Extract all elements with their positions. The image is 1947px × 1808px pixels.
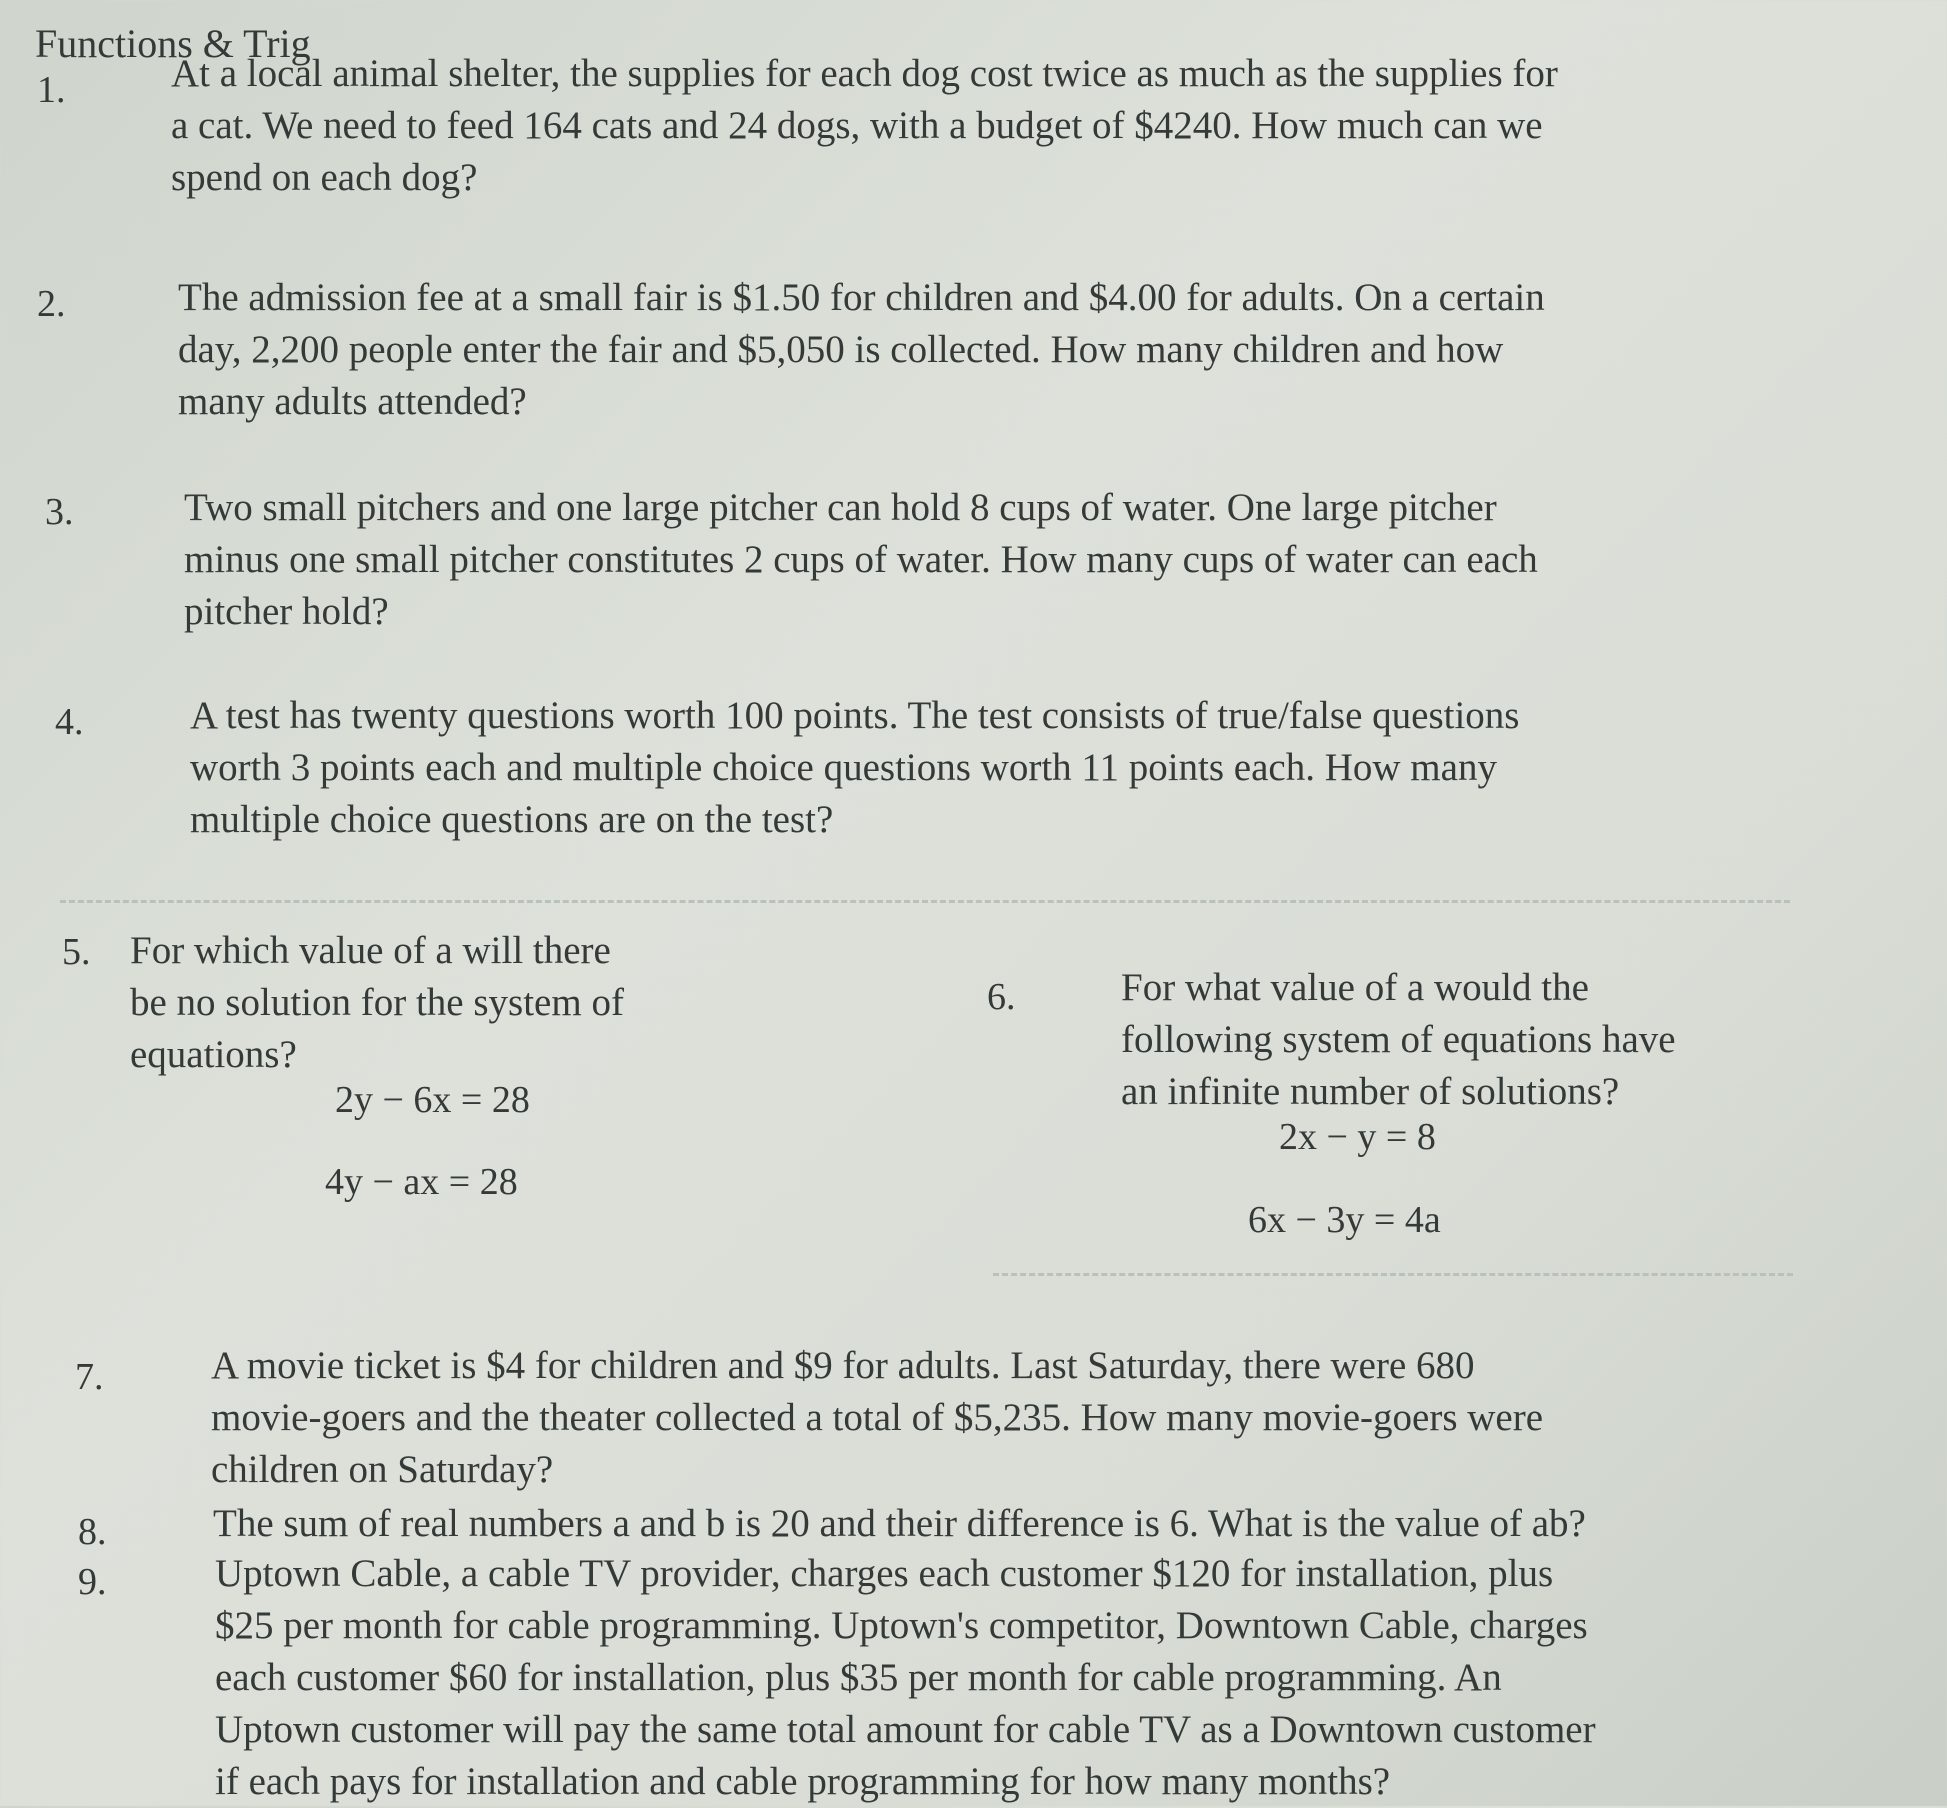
question-1-text	[171, 48, 1558, 204]
text-line: At a local animal shelter, the supplies for each dog cost twice as much as the supplies for	[171, 52, 1558, 95]
text-line: For what value of a would the	[1121, 966, 1589, 1009]
question-8-text	[213, 1498, 1586, 1550]
text-line: pitcher hold?	[184, 590, 389, 633]
text-line: Uptown customer will pay the same total amount for cable TV as a Downtown customer	[215, 1708, 1596, 1751]
text-line: day, 2,200 people enter the fair and $5,050 is collected. How many children and how	[178, 328, 1504, 371]
question-6-equation-2: 6x − 3y = 4a	[1248, 1199, 1441, 1241]
question-5-equation-1: 2y − 6x = 28	[335, 1079, 530, 1121]
question-4-number: 4.	[55, 701, 84, 743]
section-divider	[60, 900, 1790, 903]
question-3-number: 3.	[45, 491, 74, 533]
text-line: worth 3 points each and multiple choice questions worth 11 points each. How many	[190, 746, 1497, 789]
worksheet-title: Functions & Trig	[35, 21, 311, 66]
text-line: many adults attended?	[178, 380, 527, 423]
question-8-number: 8.	[78, 1511, 107, 1553]
text-line: each customer $60 for installation, plus $35 per month for cable programming. An	[215, 1656, 1502, 1699]
text-line: spend on each dog?	[171, 156, 478, 199]
text-line: equations?	[130, 1033, 297, 1076]
text-line: $25 per month for cable programming. Uptown's competitor, Downtown Cable, charges	[215, 1604, 1588, 1647]
text-line: if each pays for installation and cable programming for how many months?	[215, 1760, 1391, 1803]
question-2-text	[178, 272, 1545, 428]
question-3-text	[184, 482, 1538, 638]
text-line: minus one small pitcher constitutes 2 cups of water. How many cups of water can each	[184, 538, 1538, 581]
question-6-text	[1121, 962, 1676, 1118]
question-9-number: 9.	[78, 1561, 107, 1603]
text-line: be no solution for the system of	[130, 981, 624, 1024]
text-line: The admission fee at a small fair is $1.50 for children and $4.00 for adults. On a certain	[178, 276, 1545, 319]
text-line: A test has twenty questions worth 100 points. The test consists of true/false questions	[190, 694, 1520, 737]
question-4-text	[190, 690, 1520, 846]
text-line: Uptown Cable, a cable TV provider, charges each customer $120 for installation, plus	[215, 1552, 1554, 1595]
text-line: For which value of a will there	[130, 929, 611, 972]
question-9-text	[215, 1548, 1596, 1808]
question-6-number: 6.	[987, 976, 1016, 1018]
text-line: children on Saturday?	[211, 1448, 554, 1491]
question-2-number: 2.	[37, 283, 66, 325]
text-line: A movie ticket is $4 for children and $9 for adults. Last Saturday, there were 680	[211, 1344, 1475, 1387]
text-line: The sum of real numbers a and b is 20 and their difference is 6. What is the value of ab?	[213, 1502, 1586, 1545]
text-line: Two small pitchers and one large pitcher can hold 8 cups of water. One large pitcher	[184, 486, 1497, 529]
section-divider	[993, 1273, 1793, 1276]
text-line: an infinite number of solutions?	[1121, 1070, 1620, 1113]
text-line: a cat. We need to feed 164 cats and 24 dogs, with a budget of $4240. How much can we	[171, 104, 1543, 147]
question-5-number: 5.	[62, 931, 91, 973]
question-6-equation-1: 2x − y = 8	[1279, 1116, 1436, 1158]
text-line: following system of equations have	[1121, 1018, 1676, 1061]
text-line: multiple choice questions are on the test?	[190, 798, 834, 841]
text-line: movie-goers and the theater collected a total of $5,235. How many movie-goers were	[211, 1396, 1544, 1439]
question-1-number: 1.	[37, 69, 66, 111]
question-7-number: 7.	[75, 1356, 104, 1398]
question-5-equation-2: 4y − ax = 28	[325, 1161, 518, 1203]
question-7-text	[211, 1340, 1543, 1496]
question-5-text	[130, 925, 624, 1081]
